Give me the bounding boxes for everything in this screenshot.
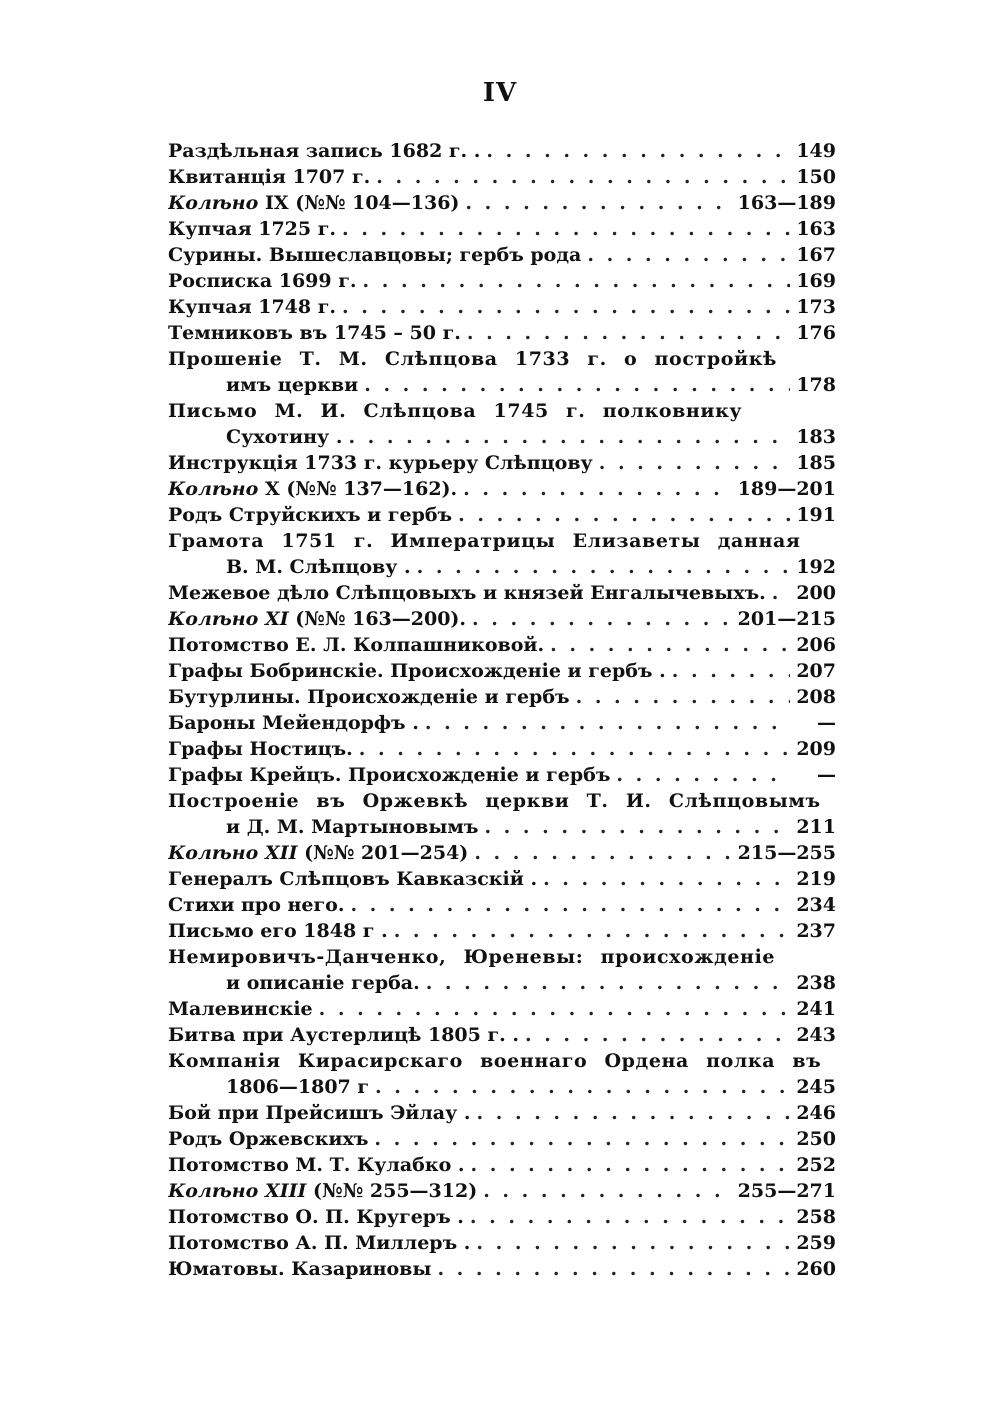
toc-entry xyxy=(168,580,836,606)
dot-leader xyxy=(576,684,790,710)
toc-entry-title: В. М. Слѣпцову . xyxy=(226,556,411,578)
dot-leader xyxy=(463,476,732,502)
dot-leader xyxy=(587,242,790,268)
dot-leader xyxy=(472,606,732,632)
toc-entry-page: 150 xyxy=(796,166,836,188)
toc-entry-page: 163 xyxy=(796,218,836,240)
toc-entry-page: 245 xyxy=(796,1076,836,1098)
toc-entry-title: Колѣно XI (№№ 163—200). xyxy=(168,608,467,630)
toc-entry xyxy=(168,164,836,190)
toc-entry-title: Потомство О. П. Кругеръ . xyxy=(168,1206,464,1228)
toc-entry-page: 189—201 xyxy=(737,478,836,500)
toc-entry-page: 163—189 xyxy=(737,192,836,214)
toc-entry xyxy=(168,710,836,736)
toc-entry-title: Колѣно IX (№№ 104—136) xyxy=(168,192,460,214)
dot-leader xyxy=(374,1126,790,1152)
toc-entry-title: Колѣно XIII (№№ 255—312) xyxy=(168,1180,478,1202)
toc-entry xyxy=(168,1022,836,1048)
toc-entry-title: Прошеніе Т. М. Слѣпцова 1733 г. о постройкѣ xyxy=(168,348,777,370)
toc-entry xyxy=(168,450,836,476)
toc-entry-page: 243 xyxy=(796,1024,836,1046)
dot-leader xyxy=(470,1152,790,1178)
toc-entry-page: 207 xyxy=(796,660,836,682)
toc-entry-title: Колѣно XII (№№ 201—254) xyxy=(168,842,469,864)
toc-entry-page: 201—215 xyxy=(737,608,836,630)
toc-entry xyxy=(168,372,836,398)
toc-entry-title: Росписка 1699 г. xyxy=(168,270,357,292)
toc-entry xyxy=(168,216,836,242)
dot-leader xyxy=(543,866,790,892)
dot-leader xyxy=(363,268,791,294)
table-of-contents xyxy=(168,138,836,1282)
toc-entry-title: Письмо М. И. Слѣпцова 1745 г. полковнику xyxy=(168,400,743,422)
toc-entry xyxy=(168,294,836,320)
toc-entry-page: 237 xyxy=(796,920,836,942)
toc-entry xyxy=(168,1230,836,1256)
toc-entry-title: Купчая 1748 г. xyxy=(168,296,336,318)
toc-entry xyxy=(168,866,836,892)
toc-entry xyxy=(168,788,836,814)
toc-entry-title: и Д. М. Мартыновымъ xyxy=(226,816,479,838)
toc-entry-title: имъ церкви xyxy=(226,374,359,396)
toc-entry-title: Темниковъ въ 1745 – 50 г. xyxy=(168,322,461,344)
dot-leader xyxy=(772,580,790,606)
toc-entry-page: 167 xyxy=(796,244,836,266)
toc-entry xyxy=(168,1204,836,1230)
toc-entry xyxy=(168,684,836,710)
toc-entry-title: Потомство М. Т. Кулабко . xyxy=(168,1154,465,1176)
toc-entry-page: 252 xyxy=(796,1154,836,1176)
dot-leader xyxy=(376,164,790,190)
toc-entry xyxy=(168,138,836,164)
dot-leader xyxy=(477,1100,791,1126)
toc-entry-title: Немировичъ-Данченко, Юреневы: происхожденіе xyxy=(168,946,776,968)
toc-entry-title: Потомство А. П. Миллеръ . xyxy=(168,1232,471,1254)
toc-entry xyxy=(168,892,836,918)
toc-entry-title: Сурины. Вышеславцовы; гербъ рода xyxy=(168,244,582,266)
toc-entry-title: Письмо его 1848 г . xyxy=(168,920,388,942)
toc-entry-title: и описаніе герба. xyxy=(226,972,420,994)
toc-entry-title: Юматовы. Казариновы xyxy=(168,1258,432,1280)
dot-leader xyxy=(375,1074,790,1100)
toc-entry-page: 192 xyxy=(796,556,836,578)
toc-entry-page: — xyxy=(817,764,836,786)
toc-entry xyxy=(168,1074,836,1100)
dot-leader xyxy=(350,892,790,918)
toc-entry-page: 183 xyxy=(796,426,836,448)
toc-entry xyxy=(168,1126,836,1152)
toc-entry-page: 191 xyxy=(796,504,836,526)
toc-entry-page: 178 xyxy=(796,374,836,396)
toc-entry xyxy=(168,398,836,424)
dot-leader xyxy=(483,1178,731,1204)
toc-entry xyxy=(168,632,836,658)
toc-entry xyxy=(168,346,836,372)
toc-entry-page: 260 xyxy=(796,1258,836,1280)
toc-entry xyxy=(168,476,836,502)
toc-entry xyxy=(168,814,836,840)
toc-entry-title: Построеніе въ Оржевкѣ церкви Т. И. Слѣпцовымъ xyxy=(168,790,821,812)
toc-entry-page: 234 xyxy=(796,894,836,916)
toc-entry-title: Бутурлины. Происхожденіе и гербъ xyxy=(168,686,570,708)
toc-entry xyxy=(168,762,836,788)
toc-entry-page: 173 xyxy=(796,296,836,318)
dot-leader xyxy=(476,1230,790,1256)
toc-entry xyxy=(168,996,836,1022)
toc-entry xyxy=(168,918,836,944)
toc-entry-title: Графы Ностицъ. xyxy=(168,738,353,760)
toc-entry-title: Генералъ Слѣпцовъ Кавказскій . xyxy=(168,868,538,890)
toc-entry-title: Малевинскіе xyxy=(168,998,313,1020)
toc-entry xyxy=(168,502,836,528)
dot-leader xyxy=(465,190,731,216)
dot-leader xyxy=(672,658,790,684)
dot-leader xyxy=(348,424,790,450)
dot-leader xyxy=(394,918,790,944)
toc-entry-page: 206 xyxy=(796,634,836,656)
dot-leader xyxy=(458,502,790,528)
toc-entry-title: Раздѣльная запись 1682 г. . xyxy=(168,140,481,162)
toc-entry-title: Бароны Мейендорфъ . xyxy=(168,712,419,734)
toc-entry-page: 209 xyxy=(796,738,836,760)
toc-entry xyxy=(168,1100,836,1126)
dot-leader xyxy=(364,372,790,398)
toc-entry-title: Стихи про него. xyxy=(168,894,345,916)
dot-leader xyxy=(550,632,790,658)
toc-entry-page: 211 xyxy=(796,816,836,838)
dot-leader xyxy=(417,554,790,580)
toc-entry-title: Родъ Оржевскихъ xyxy=(168,1128,369,1150)
toc-entry-title: 1806—1807 г xyxy=(226,1076,370,1098)
toc-entry-title: Купчая 1725 г. xyxy=(168,218,336,240)
dot-leader xyxy=(342,294,790,320)
toc-entry-title: Колѣно X (№№ 137—162). xyxy=(168,478,458,500)
toc-entry-page: 255—271 xyxy=(737,1180,836,1202)
dot-leader xyxy=(486,138,790,164)
dot-leader xyxy=(484,814,790,840)
toc-entry-page: 176 xyxy=(796,322,836,344)
toc-entry xyxy=(168,606,836,632)
toc-entry xyxy=(168,424,836,450)
toc-entry xyxy=(168,268,836,294)
page-number: IV xyxy=(482,78,518,108)
dot-leader xyxy=(474,840,731,866)
dot-leader xyxy=(359,736,790,762)
toc-entry-title: Родъ Струйскихъ и гербъ xyxy=(168,504,453,526)
toc-entry-title: Сухотину . xyxy=(226,426,343,448)
toc-entry-title: Битва при Аустерлицѣ 1805 г. . xyxy=(168,1024,519,1046)
toc-entry-page: 169 xyxy=(796,270,836,292)
toc-entry xyxy=(168,1178,836,1204)
toc-entry-page: 259 xyxy=(796,1232,836,1254)
dot-leader xyxy=(437,1256,790,1282)
toc-entry-page: 241 xyxy=(796,998,836,1020)
dot-leader xyxy=(599,450,790,476)
toc-entry xyxy=(168,1256,836,1282)
toc-entry-title: Графы Крейцъ. Происхожденіе и гербъ xyxy=(168,764,611,786)
toc-entry-page: 185 xyxy=(796,452,836,474)
toc-entry-page: 219 xyxy=(796,868,836,890)
toc-entry-title: Грамота 1751 г. Императрицы Елизаветы данная xyxy=(168,530,801,552)
dot-leader xyxy=(425,710,790,736)
toc-entry-title: Бой при Прейсишъ Эйлау . xyxy=(168,1102,471,1124)
toc-entry xyxy=(168,944,836,970)
toc-entry-page: 238 xyxy=(796,972,836,994)
toc-entry xyxy=(168,190,836,216)
toc-entry-page: 258 xyxy=(796,1206,836,1228)
toc-entry xyxy=(168,840,836,866)
toc-entry-title: Квитанція 1707 г. xyxy=(168,166,371,188)
dot-leader xyxy=(426,970,790,996)
toc-entry-page: — xyxy=(817,712,836,734)
toc-entry-title: Инструкція 1733 г. курьеру Слѣпцову xyxy=(168,452,593,474)
toc-entry xyxy=(168,1152,836,1178)
toc-entry xyxy=(168,1048,836,1074)
toc-entry-page: 149 xyxy=(796,140,836,162)
toc-entry-title: Компанія Кирасирскаго военнаго Ордена полка въ xyxy=(168,1050,822,1072)
toc-entry xyxy=(168,970,836,996)
toc-entry xyxy=(168,554,836,580)
toc-entry-title: Графы Бобринскіе. Происхожденіе и гербъ . xyxy=(168,660,666,682)
dot-leader xyxy=(342,216,790,242)
toc-entry xyxy=(168,736,836,762)
toc-entry-page: 250 xyxy=(796,1128,836,1150)
dot-leader xyxy=(525,1022,790,1048)
toc-entry-page: 246 xyxy=(796,1102,836,1124)
toc-entry-page: 208 xyxy=(796,686,836,708)
toc-entry-title: Потомство Е. Л. Колпашниковой. xyxy=(168,634,545,656)
toc-entry-page: 200 xyxy=(796,582,836,604)
toc-entry xyxy=(168,658,836,684)
dot-leader xyxy=(470,1204,790,1230)
dot-leader xyxy=(616,762,790,788)
dot-leader xyxy=(319,996,790,1022)
toc-entry xyxy=(168,528,836,554)
toc-entry xyxy=(168,242,836,268)
toc-entry-title: Межевое дѣло Слѣпцовыхъ и князей Енгалычевыхъ. xyxy=(168,582,766,604)
toc-entry xyxy=(168,320,836,346)
dot-leader xyxy=(467,320,790,346)
toc-entry-page: 215—255 xyxy=(737,842,836,864)
